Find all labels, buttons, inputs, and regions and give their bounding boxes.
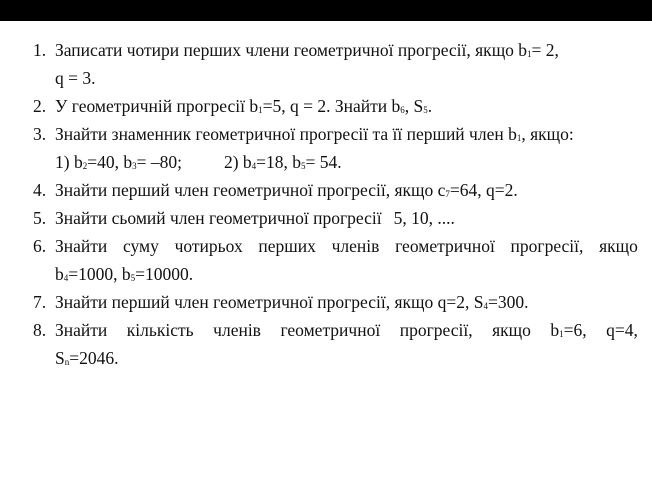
list-item xyxy=(33,290,638,314)
list-item xyxy=(33,206,638,230)
list-item xyxy=(33,122,638,174)
item-text: Записати чотири перших члени геометричної прогресії, якщо $b_1= 2$, q = 3. xyxy=(55,40,559,88)
list-item xyxy=(33,234,638,286)
top-black-bar xyxy=(0,0,652,21)
item-number: 6. xyxy=(33,236,47,256)
item-text: Знайти знаменник геометричної прогресії та її перший член $b_1$, якщо: 1) $b_2=40$, $b_3= -80$; 2) $b_4=18$, $b_5= 54$. xyxy=(55,124,574,172)
item-text: Знайти сьомий член геометричної прогресії 5, 10, .... xyxy=(55,208,455,228)
item-text: Знайти суму чотирьох перших членів геометричної прогресії, якщо $b_4=1000$, $b_5=10000$. xyxy=(55,236,638,284)
list-item xyxy=(33,178,638,202)
item-number: 3. xyxy=(33,124,47,144)
item-number: 8. xyxy=(33,320,47,340)
exercise-list xyxy=(33,38,638,374)
item-text: Знайти перший член геометричної прогресії, якщо $c_7=64$, q=2. xyxy=(55,180,518,200)
item-number: 4. xyxy=(33,180,47,200)
item-text: Знайти перший член геометричної прогресії, якщо q=2, $S_4=300$. xyxy=(55,292,529,312)
item-text: У геометричній прогресії $b_1=5$, q = 2. Знайти $b_6$, $S_5$. xyxy=(55,96,433,116)
list-item xyxy=(33,94,638,118)
item-number: 2. xyxy=(33,96,47,116)
item-number: 7. xyxy=(33,292,47,312)
item-number: 1. xyxy=(33,40,47,60)
item-text: Знайти кількість членів геометричної прогресії, якщо $b_1=6$, q=4, $S_n=2046$. xyxy=(55,320,638,368)
list-item xyxy=(33,38,638,90)
item-number: 5. xyxy=(33,208,47,228)
list-item xyxy=(33,318,638,370)
